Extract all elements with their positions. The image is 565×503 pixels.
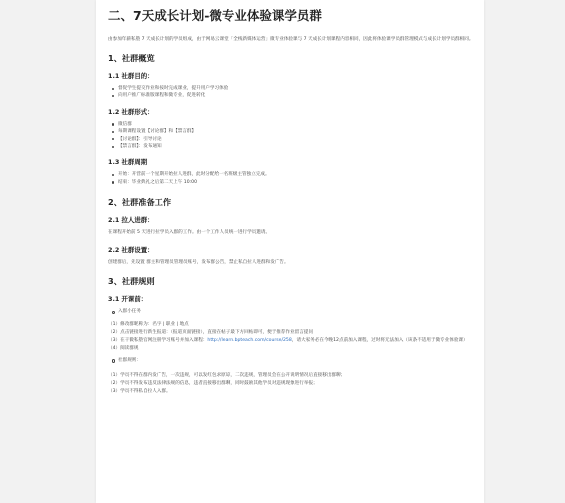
- list-item: 微信群: [118, 121, 474, 128]
- subsection-heading-cycle: 1.3 社群周期: [108, 158, 148, 167]
- task-line: （2）点击链接进行新生报道：（报道页面链接），直接在帖子最下方回帖即可，便于推荐作业留言提问: [108, 329, 314, 335]
- task-line: （1）修改群昵称为：名字 | 职业 | 地点: [108, 321, 189, 327]
- list-item: 结束：毕业典礼之后第二天上午 10:00: [118, 179, 474, 186]
- task-line: （4）阅读群规: [108, 345, 139, 351]
- subsection-heading-purpose: 1.1 社群目的：: [108, 72, 154, 80]
- invite-paragraph: 在课程开始前 5 天进行拉学员入群的工作。由一个工作人员统一进行学员邀请。: [108, 230, 271, 236]
- cycle-list: [108, 171, 474, 186]
- list-item: 每期课程设置【讨论群】和【禁言群】: [118, 128, 474, 135]
- list-item: 督促学生提交作业和按时完成课业，提升用户学习体验: [118, 85, 474, 92]
- list-item: 社群规则：: [118, 357, 474, 364]
- page-title: 二、7天成长计划-微专业体验课学员群: [108, 8, 322, 23]
- rule-lines: [108, 372, 474, 395]
- list-item: 开始：开营前一个星期开始拉人进群，此时分配给一名班级主管独立完成。: [118, 171, 474, 178]
- rule-line: （2）学员不得发布违反法律法规的信息，违者直接移出群聊，同时鼓励其他学员对违规现象进行举报；: [108, 381, 318, 387]
- rules-list: [108, 357, 474, 364]
- subsection-heading-invite: 2.1 拉人进群：: [108, 216, 154, 225]
- rule-line: （3）学员不得私自拉人入群。: [108, 389, 171, 395]
- subsection-heading-before-class: 3.1 开课前：: [108, 295, 148, 304]
- task-line: [108, 337, 474, 344]
- task-line-text: （3）在干微私塾官网注册学习账号并加入课程：: [108, 337, 208, 343]
- section-heading-overview: 1、社群概览: [108, 53, 155, 63]
- subsection-heading-form: 1.2 社群形式：: [108, 107, 154, 116]
- list-item: 【禁言群】：发布通知: [118, 143, 474, 150]
- subsection-heading-settings: 2.2 社群设置：: [108, 246, 154, 255]
- list-item: 【讨论群】：引导讨论: [118, 136, 474, 143]
- task-list: [108, 308, 474, 315]
- purpose-list: [108, 85, 474, 100]
- settings-paragraph: 创建群后，先设置 群主和管理员管理员账号，发布群公告，禁止私自拉人进群和发广告。: [108, 260, 289, 266]
- intro-paragraph: 由参加年薪私塾 7 天成长计划的学员组成，由于网易云课堂「全栈新媒体运营」微专业体验课与 7 天成长计划课程内容相同，因此将体验课学员群管理模式与成长计划学员群相同。: [108, 37, 474, 42]
- rule-line: （1）学员不得在群内发广告，一次违规，可以发红包求原谅，二次违规，管理员会在公开说明情况后直接移出群聊；: [108, 373, 346, 379]
- section-heading-preparation: 2、社群准备工作: [108, 197, 172, 208]
- course-link[interactable]: http://learn.bpteach.com/course/258: [207, 337, 292, 343]
- section-heading-rules: 3、社群规则: [108, 276, 155, 287]
- document-page: [96, 0, 484, 503]
- list-item: 入群小任务: [118, 308, 474, 315]
- task-lines: [108, 321, 474, 352]
- task-line-tail: ，请大家务必在今晚12点前加入课程，过时将无法加入（该条不适用于微专业体验课）: [291, 337, 468, 343]
- form-list: [108, 121, 474, 151]
- list-item: 向用户推广标准版课程和微专业，促进转化: [118, 92, 474, 99]
